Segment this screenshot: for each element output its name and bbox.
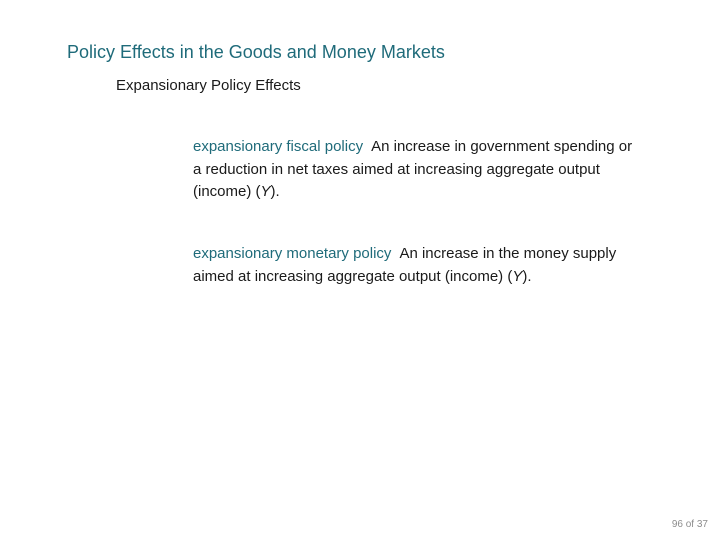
definition-text-end: ). [522,267,532,285]
definition-monetary-policy [193,243,633,288]
definition-text-end: ). [270,183,280,200]
definition-text: An increase in government spending or a reduction in net taxes aimed at increasing aggregate output (income) ( [193,138,633,200]
slide-title: Policy Effects in the Goods and Money Markets [67,42,445,62]
definition-term: expansionary monetary policy [193,245,392,262]
definition-text: An increase in the money supply aimed at increasing aggregate output (income) ( [193,245,617,285]
definition-variable: Y [512,267,523,285]
definition-fiscal-policy [193,136,633,204]
page-counter: 96 of 37 [671,519,708,530]
slide-subtitle: Expansionary Policy Effects [116,77,301,94]
definition-variable: Y [260,183,271,200]
definition-term: expansionary fiscal policy [193,138,364,155]
